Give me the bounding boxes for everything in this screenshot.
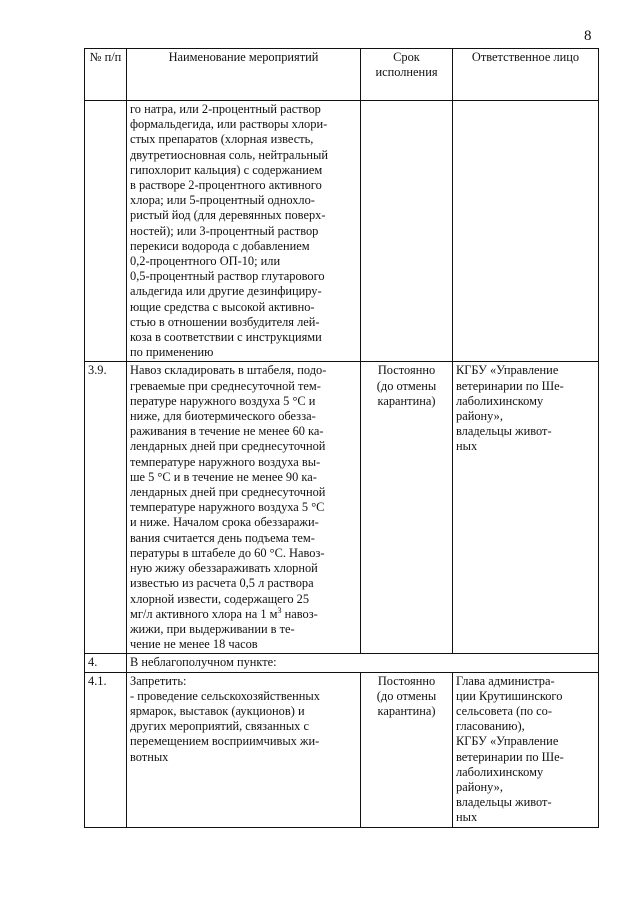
cell-name: Запретить: - проведение сельскохозяйственных ярмарок, выставок (аукционов) и других мероприятий, связанных с перемещением восприимчивых жи- вотных (127, 672, 361, 827)
cell-section-title: В неблагополучном пункте: (127, 654, 599, 672)
table-row-4-1 (85, 672, 599, 827)
cell-num: 4.1. (85, 672, 127, 827)
header-name: Наименование мероприятий (127, 49, 361, 101)
table-row-3-9 (85, 362, 599, 654)
cell-num (85, 101, 127, 362)
measures-table (84, 48, 599, 828)
cell-name: Навоз складировать в штабеля, подо- греваемые при среднесуточной тем- пературе наружного воздуха 5 °С и ниже, для биотермического обезза- раживания в течение не менее 60 ка- лендарных дней при среднесуточной температуре наружного воздуха вы- ше 5 °С и в течение не менее 90 ка- лендарных дней при среднесуточной температуре наружного воздуха 5 °С и ниже. Началом срока обеззарaжи- вания считается день подъема тем- пературы в штабеле до 60 °С. Навоз- ную жижу обеззараживать хлорной известью из расчета 0,5 л раствора хлорной извести, содержащего 25 мг/л активного хлора на 1 $м^3$ навоз- жижи, при выдерживании в те- чение не менее 18 часов (127, 362, 361, 654)
header-term: Срок исполнения (361, 49, 453, 101)
cell-num: 4. (85, 654, 127, 672)
table-header-row (85, 49, 599, 101)
cell-responsible (453, 101, 599, 362)
page-number: 8 (584, 28, 592, 44)
table-row-continuation (85, 101, 599, 362)
cell-term (361, 101, 453, 362)
table-row-4 (85, 654, 599, 672)
cell-responsible: КГБУ «Управление ветеринарии по Ше- лаболихинскому району», владельцы живот- ных (453, 362, 599, 654)
cell-term: Постоянно (до отмены карантина) (361, 672, 453, 827)
cell-name: го натра, или 2-процентный раствор формальдегида, или растворы хлори- стых препаратов (хлорная известь, двутретиосновная соль, нейтральный гипохлорит кальция) с содержанием в растворе 2-процентного активного хлора; или 5-процентный однохло- ристый йод (для деревянных поверх- ностей); или 3-процентный раствор перекиси водорода с добавлением 0,2-процентного ОП-10; или 0,5-процентный раствор глутарового альдегида или другие дезинфициру- ющие средства с высокой активно- стью в отношении возбудителя лей- коза в соответствии с инструкциями по применению (127, 101, 361, 362)
header-responsible: Ответственное лицо (453, 49, 599, 101)
header-num: № п/п (85, 49, 127, 101)
cell-num: 3.9. (85, 362, 127, 654)
cell-responsible: Глава администра- ции Крутишинского сельсовета (по со- гласованию), КГБУ «Управление ветеринарии по Ше- лаболихинскому району», владельцы живот- ных (453, 672, 599, 827)
cell-term: Постоянно (до отмены карантина) (361, 362, 453, 654)
superscript: 3 (277, 605, 282, 615)
